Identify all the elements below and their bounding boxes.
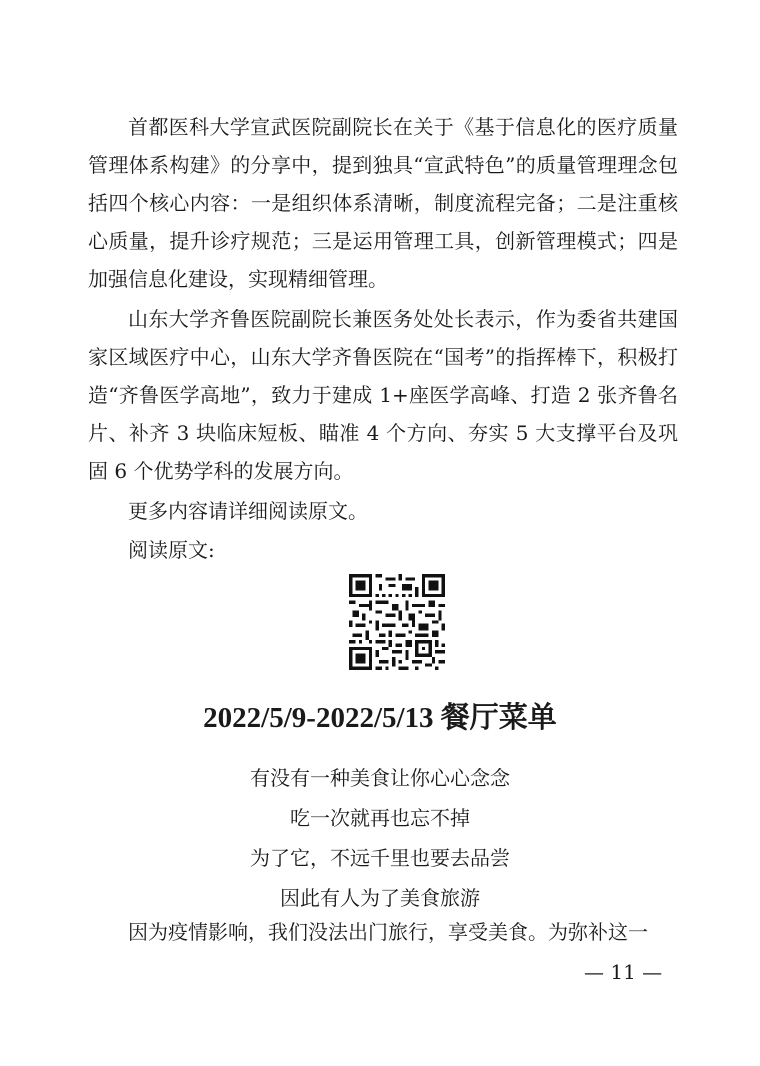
menu-line: 为了它，不远千里也要去品尝	[250, 846, 510, 870]
read-original-label: 阅读原文:	[128, 538, 215, 562]
menu-line: 有没有一种美食让你心心念念	[250, 766, 510, 790]
menu-line: 吃一次就再也忘不掉	[290, 806, 470, 830]
paragraph-xuanwu: 首都医科大学宣武医院副院长在关于《基于信息化的医疗质量管理体系构建》的分享中，提到独具“宣武特色”的质量管理理念包括四个核心内容：一是组织体系清晰，制度流程完备；二是注重核心质量，提升诊疗规范；三是运用管理工具，创新管理模式；四是加强信息化建设，实现精细管理。	[88, 115, 678, 291]
page-number: — 11 —	[584, 960, 663, 984]
paragraph-qilu: 山东大学齐鲁医院副院长兼医务处处长表示，作为委省共建国家区域医疗中心，山东大学齐鲁医院在“国考”的指挥棒下，积极打造“齐鲁医学高地”，致力于建成 1+座医学高峰、打造 2 张齐鲁名片、补齐 3 块临床短板、瞄准 4 个方向、夯实 5 大支撑平台及巩固 6 个优势学科的发展方向。	[88, 307, 678, 483]
more-content-text: 更多内容请详细阅读原文。	[128, 499, 368, 523]
menu-intro-last-line: 因为疫情影响，我们没法出门旅行，享受美食。为弥补这一	[128, 920, 648, 944]
menu-line: 因此有人为了美食旅游	[280, 886, 480, 910]
qr-code-icon[interactable]	[349, 574, 445, 670]
menu-title: 2022/5/9-2022/5/13 餐厅菜单	[203, 702, 557, 734]
